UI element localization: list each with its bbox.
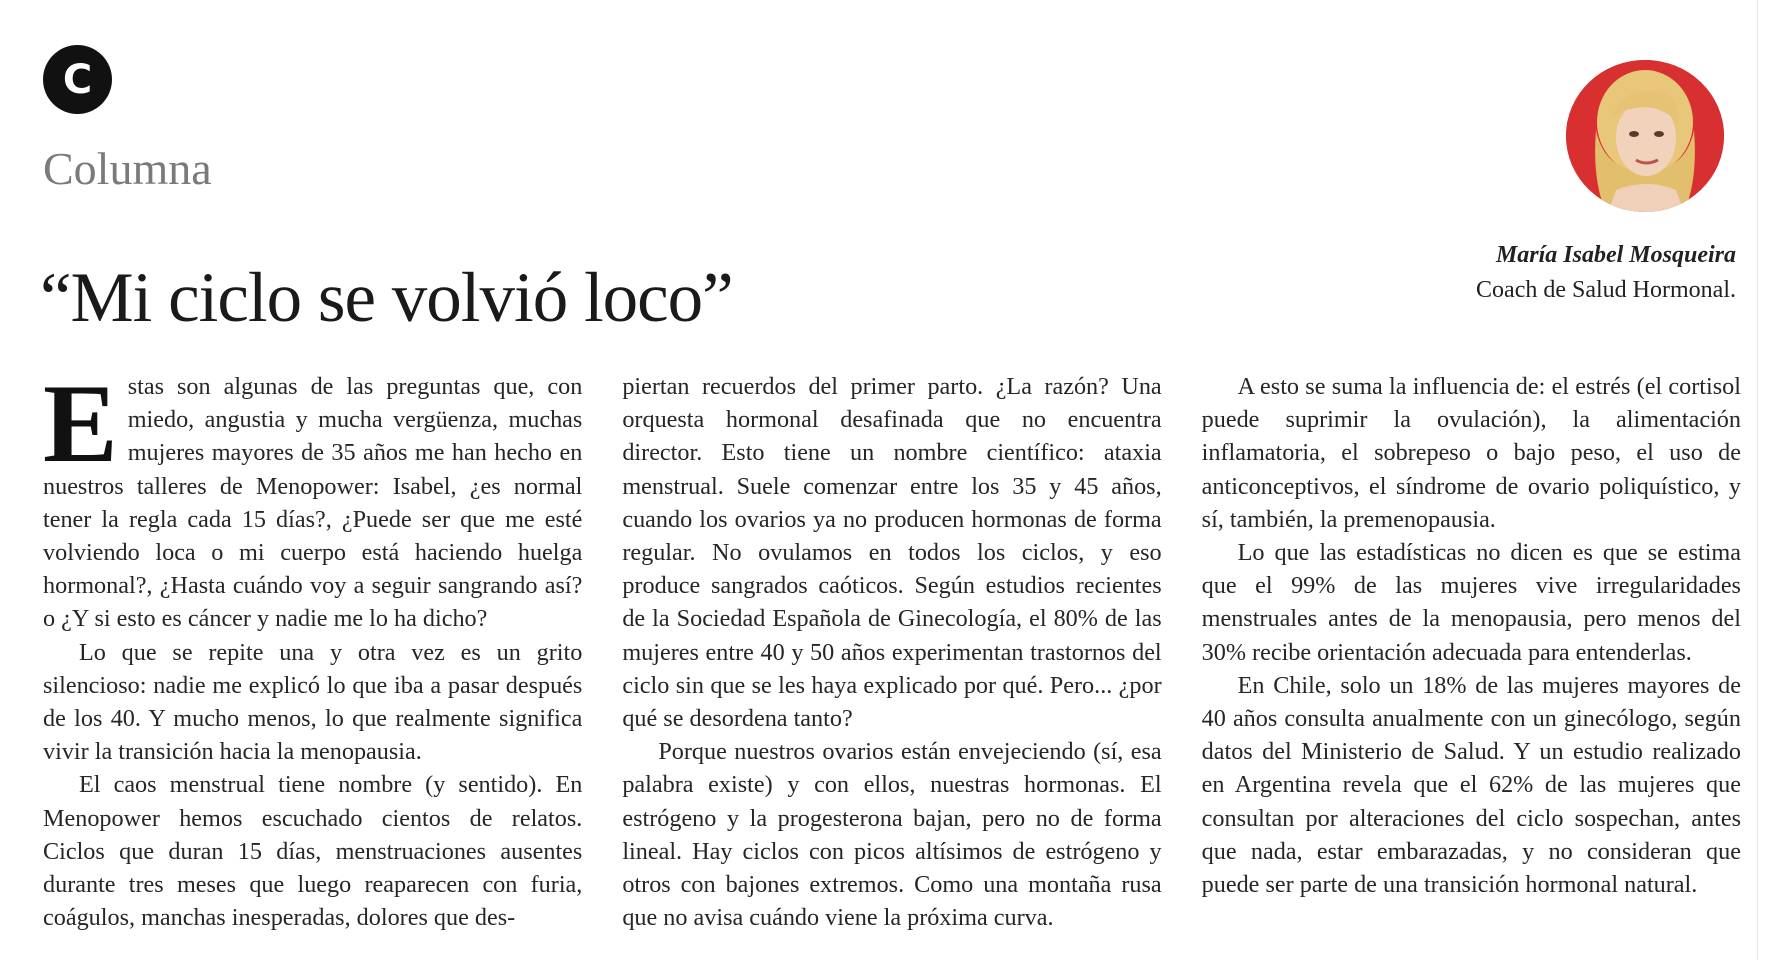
- column-logo-icon: [43, 45, 112, 114]
- article-column-2: [622, 370, 1161, 945]
- paragraph: En Chile, solo un 18% de las mujeres mayores de 40 años consulta anualmente con un ginecólogo, según datos del Ministerio de Salud. Y un estudio realizado en Argentina revela que el 62% de las mujeres que consultan por alteraciones del ciclo sospechan, antes que nada, estar embarazadas, y no consideran que puede ser parte de una transición hormonal natural.: [1201, 671, 1741, 899]
- paragraph: [43, 362, 583, 636]
- paragraph-text: stas son algunas de las preguntas que, con miedo, angustia y mucha vergüenza, muchas mujeres mayores de 35 años me han hecho en nuestros talleres de Menopower: Isabel, ¿es normal tener la regla cada 15 días?, ¿Puede ser que me esté volviendo loca o mi cuerpo está haciendo huelga hormonal?, ¿Hasta cuándo voy a seguir sangrando así? o ¿Y si esto es cáncer y nadie me lo ha dicho?: [43, 373, 583, 633]
- drop-cap: E: [43, 362, 118, 486]
- author-block: [1476, 238, 1736, 308]
- paragraph: Porque nuestros ovarios están envejeciendo (sí, esa palabra existe) y con ellos, nuestras hormonas. El estrógeno y la progesterona bajan, pero no de forma lineal. Hay ciclos con picos altísimos de estrógeno y otros con bajones extremos. Como una montaña rusa que no avisa cuándo viene la próxima curva.: [622, 738, 1162, 932]
- article-column-1: [43, 362, 583, 945]
- paragraph: Lo que se repite una y otra vez es un grito silencioso: nadie me explicó lo que iba a pasar después de los 40. Y mucho menos, lo que realmente significa vivir la transición hacia la menopausia.: [43, 638, 583, 766]
- headline: “Mi ciclo se volvió loco”: [40, 259, 733, 337]
- paragraph: piertan recuerdos del primer parto. ¿La razón? Una orquesta hormonal desafinada que no encuentra director. Esto tiene un nombre científico: ataxia menstrual. Suele comenzar entre los 35 y 45 años, cuando los ovarios ya no producen hormonas de forma regular. No ovulamos en todos los ciclos, y eso produce sangrados caóticos. Según estudios recientes de la Sociedad Española de Ginecología, el 80% de las mujeres entre 40 y 50 años experimentan trastornos del ciclo sin que se les haya explicado por qué. Pero... ¿por qué se desordena tanto?: [622, 373, 1162, 733]
- author-name: María Isabel Mosqueira: [1495, 242, 1736, 268]
- author-role: Coach de Salud Hormonal.: [1476, 277, 1736, 303]
- logo-letter: C: [62, 56, 93, 103]
- article-body: [43, 362, 1741, 945]
- author-photo: [1566, 60, 1724, 212]
- paragraph: Lo que las estadísticas no dicen es que se estima que el 99% de las mujeres vive irregularidades menstruales antes de la menopausia, pero menos del 30% recibe orientación adecuada para entenderlas.: [1201, 539, 1741, 666]
- section-label: Columna: [43, 143, 212, 194]
- paragraph: A esto se suma la influencia de: el estrés (el cortisol puede suprimir la ovulación), la alimentación inflamatoria, el sobrepeso o bajo peso, el uso de anticonceptivos, el síndrome de ovario poliquístico, y sí, también, la premenopausia.: [1201, 373, 1741, 533]
- author-portrait-icon: [1566, 60, 1724, 212]
- paragraph: El caos menstrual tiene nombre (y sentido). En Menopower hemos escuchado cientos de relatos. Ciclos que duran 15 días, menstruaciones ausentes durante tres meses que luego reaparecen con furia, coágulos, manchas inesperadas, dolores que des-: [43, 771, 583, 932]
- page-edge-divider: [1757, 0, 1758, 960]
- article-column-3: [1202, 370, 1741, 945]
